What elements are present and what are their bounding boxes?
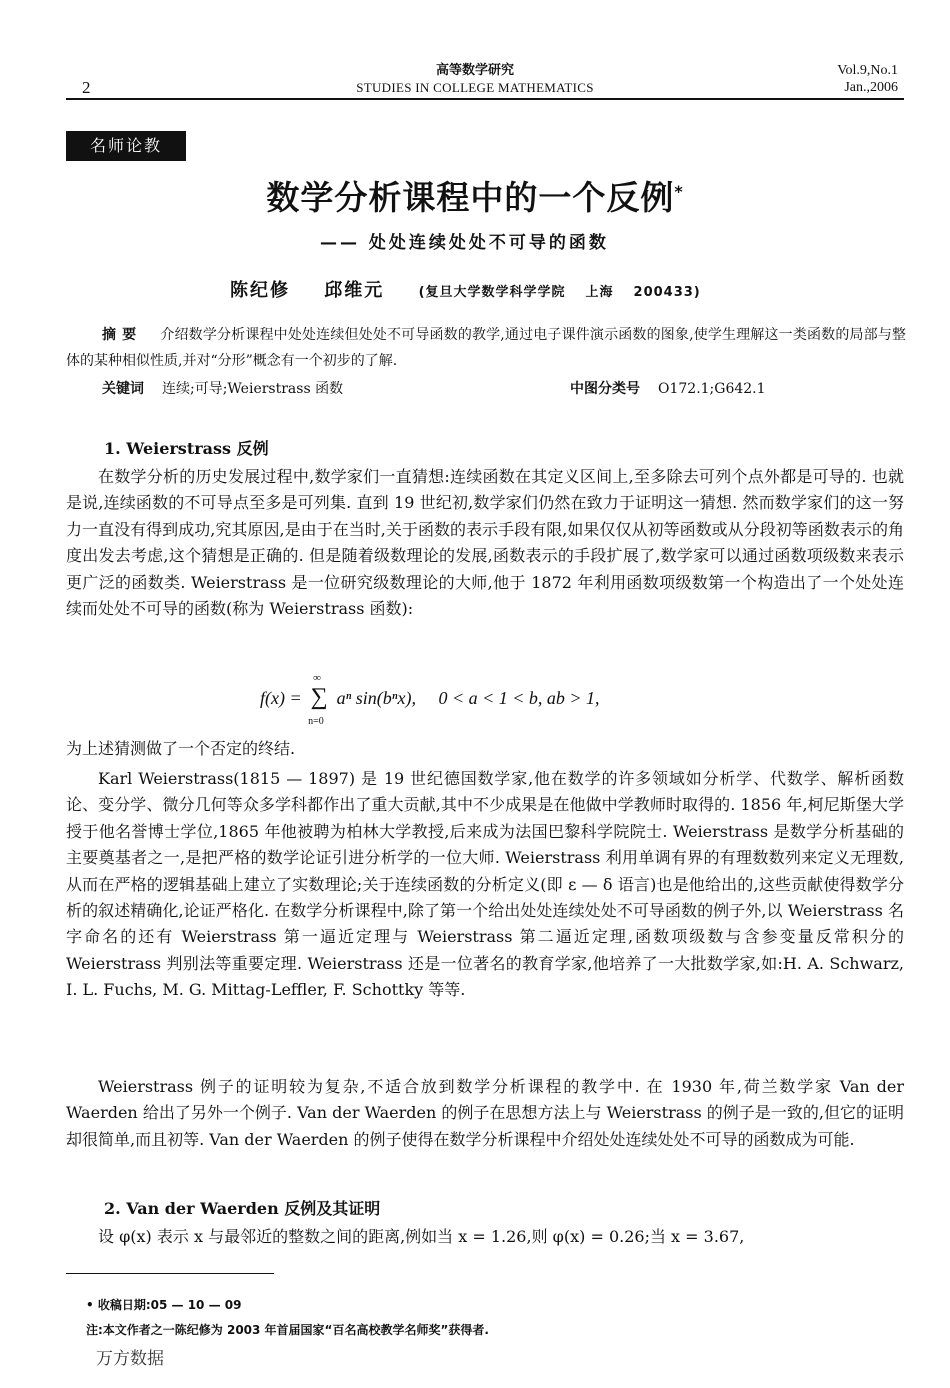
issue-date: Jan.,2006 <box>844 80 898 95</box>
page-number: 2 <box>82 78 91 97</box>
paragraph-text: Karl Weierstrass(1815 — 1897) 是 19 世纪德国数学家,他在数学的许多领域如分析学、代数学、解析函数论、变分学、微分几何等众多学科都作出了重大贡献,其中不少成果是在他做中学教师时取得的. 1856 年,柯尼斯堡大学授于他名誉博士学位,1865 年他被聘为柏林大学教授,后来成为法国巴黎科学院院士. Weierstrass 是数学分析基础的主要奠基者之一,是把严格的数学论证引进分析学的一位大师. Weierstrass 利用单调有界的有理数数列来定义无理数,从而在严格的逻辑基础上建立了实数理论;关于连续函数的分析定义(即 ε — δ 语言)也是他给出的,这些贡献使得数学分析的叙述精确化,论证严格化. 在数学分析课程中,除了第一个给出处处连续处处不可导函数的例子外,以 Weierstrass 名字命名的还有 Weierstrass 第一逼近定理与 Weierstrass 第二逼近定理,函数项级数与含参变量反常积分的 Weierstrass 判别法等重要定理. Weierstrass 还是一位著名的教育学家,他培养了一大批数学家,如:H. A. Schwarz, I. L. Fuchs, M. G. Mittag-Leffler, F. Schottky 等等. <box>66 769 904 1000</box>
watermark: 万方数据 <box>96 1349 164 1368</box>
volume-number: Vol.9,No.1 <box>837 63 898 78</box>
title-footnote-mark: * <box>674 182 684 201</box>
formula-conditions: 0 < a < 1 < b, ab > 1, <box>438 688 600 708</box>
section-1-after-formula: 为上述猜测做了一个否定的终结. <box>66 739 296 758</box>
keywords-text: 连续;可导;Weierstrass 函数 <box>162 381 344 397</box>
formula-term: aⁿ sin(bⁿx), <box>336 688 416 708</box>
affiliation-postcode: 200433) <box>633 285 701 300</box>
section-1-title: 1. Weierstrass 反例 <box>104 439 269 458</box>
affiliation <box>419 285 701 300</box>
classification-value: O172.1;G642.1 <box>658 381 766 397</box>
footnote-rule <box>66 1273 274 1274</box>
paper-title-text: 数学分析课程中的一个反例 <box>266 178 675 217</box>
sum-upper-limit: ∞ <box>313 672 321 684</box>
abstract-label: 摘要 <box>102 327 143 343</box>
paper-subtitle: —— 处处连续处处不可导的函数 <box>320 233 609 253</box>
footnote-received: • 收稿日期:05 — 10 — 09 <box>86 1298 242 1312</box>
author-2: 邱维元 <box>324 280 385 301</box>
formula-lhs: f(x) = <box>260 688 302 708</box>
affiliation-city: 上海 <box>585 285 614 300</box>
keywords-label: 关键词 <box>102 381 144 397</box>
abstract <box>66 322 906 374</box>
author-1: 陈纪修 <box>230 280 290 301</box>
classification <box>570 378 766 398</box>
journal-name-en: STUDIES IN COLLEGE MATHEMATICS <box>356 80 594 95</box>
journal-name-cn: 高等数学研究 <box>435 63 514 78</box>
header-rule <box>66 98 904 100</box>
author-line <box>230 276 701 302</box>
summation-symbol: ∑ ∞ n=0 <box>308 672 328 727</box>
keywords-row <box>102 378 902 398</box>
paragraph-text: 在数学分析的历史发展过程中,数学家们一直猜想:连续函数在其定义区间上,至多除去可列个点外都是可导的. 也就是说,连续函数的不可导点至多是可列集. 直到 19 世纪初,数学家们仍然在致力于证明这一猜想. 然而数学家们的这一努力一直没有得到成功,究其原因,是由于在当时,关于函数的表示手段有限,如果仅仅从初等函数或从分段初等函数表示的角度出发去考虑,这个猜想是正确的. 但是随着级数理论的发展,函数表示的手段扩展了,数学家可以通过函数项级数来表示更广泛的函数类. Weierstrass 是一位研究级数理论的大师,他于 1872 年利用函数项级数第一个构造出了一个处处连续而处处不可导的函数(称为 Weierstrass 函数): <box>66 467 904 619</box>
paragraph-text: 设 φ(x) 表示 x 与最邻近的整数之间的距离,例如当 x = 1.26,则 φ(x) = 0.26;当 x = 3.67, <box>98 1227 745 1246</box>
sum-lower-limit: n=0 <box>308 716 324 727</box>
section-2-paragraph-1 <box>66 1224 904 1250</box>
affiliation-institute: (复旦大学数学科学学院 <box>418 285 566 300</box>
paragraph-text: Weierstrass 例子的证明较为复杂,不适合放到数学分析课程的教学中. 在 1930 年,荷兰数学家 Van der Waerden 给出了另外一个例子. Van der Waerden 的例子在思想方法上与 Weierstrass 的例子是一致的,但它的证明却很简单,而且初等. Van der Waerden 的例子使得在数学分析课程中介绍处处连续处处不可导的函数成为可能. <box>66 1077 904 1149</box>
section-1-paragraph-3 <box>66 1074 904 1153</box>
abstract-text: 介绍数学分析课程中处处连续但处处不可导函数的教学,通过电子课件演示函数的图象,使学生理解这一类函数的局部与整体的某种相似性质,并对“分形”概念有一个初步的了解. <box>66 327 907 369</box>
footnote-note: 注:本文作者之一陈纪修为 2003 年首届国家“百名高校教学名师奖”获得者. <box>86 1323 489 1337</box>
section-1-paragraph-1 <box>66 464 904 622</box>
section-1-paragraph-2 <box>66 766 904 1004</box>
weierstrass-formula <box>260 672 600 727</box>
classification-label: 中图分类号 <box>570 381 640 397</box>
section-2-title: 2. Van der Waerden 反例及其证明 <box>104 1199 381 1218</box>
paper-title <box>0 172 950 219</box>
column-tag: 名师论教 <box>66 131 186 161</box>
journal-header <box>300 62 650 96</box>
volume-info <box>837 62 898 96</box>
